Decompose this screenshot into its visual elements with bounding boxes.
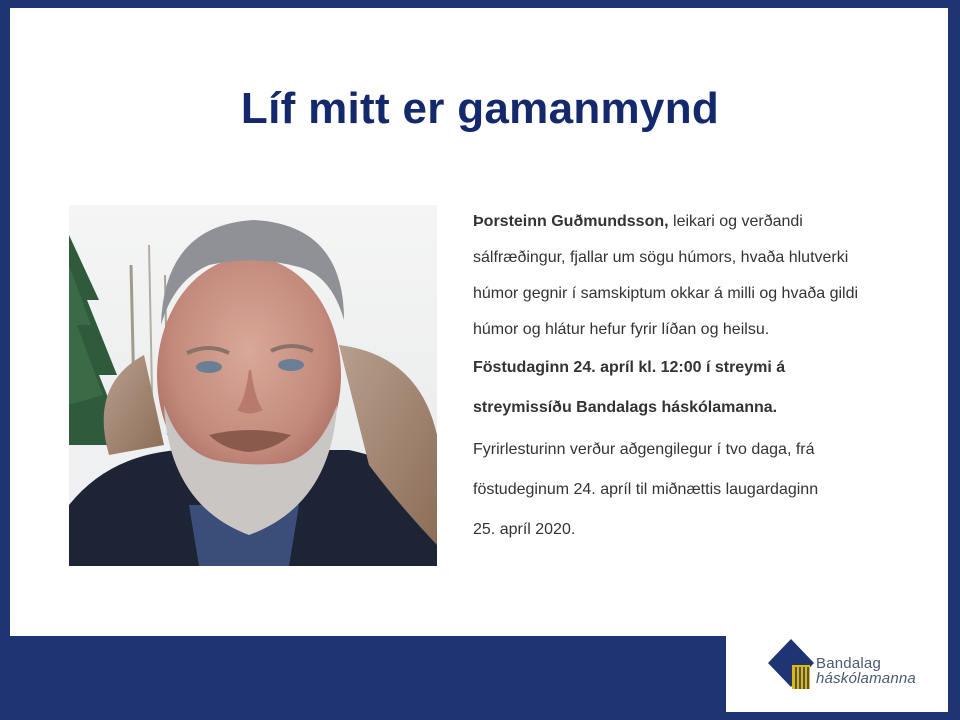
- description-line-3: húmor gegnir í samskiptum okkar á milli og hvaða gildi: [473, 285, 859, 302]
- speaker-photo: [69, 205, 437, 566]
- logo-wordmark: [816, 656, 916, 686]
- availability-line-3: 25. apríl 2020.: [473, 521, 576, 538]
- availability-line-2: föstudeginum 24. apríl til miðnættis laugardaginn: [473, 481, 819, 498]
- availability-line-1: Fyrirlesturinn verður aðgengilegur í tvo daga, frá: [473, 441, 815, 458]
- description-line-4: húmor og hlátur hefur fyrir líðan og heilsu.: [473, 321, 770, 338]
- event-line-2: streymissíðu Bandalags háskólamanna.: [473, 399, 778, 416]
- logo-line-2: háskólamanna: [816, 670, 916, 687]
- logo-box: [726, 636, 948, 712]
- bhm-logo-icon: [766, 637, 816, 691]
- slide-title: Líf mitt er gamanmynd: [240, 84, 720, 133]
- speaker-line: [473, 213, 803, 231]
- speaker-role: leikari og verðandi: [668, 213, 803, 230]
- logo-line-1: Bandalag: [816, 655, 881, 672]
- description-line-2: sálfræðingur, fjallar um sögu húmors, hvaða hlutverki: [473, 249, 849, 266]
- speaker-name: Þorsteinn Guðmundsson,: [473, 213, 669, 230]
- event-line-1: Föstudaginn 24. apríl kl. 12:00 í streymi á: [473, 359, 786, 376]
